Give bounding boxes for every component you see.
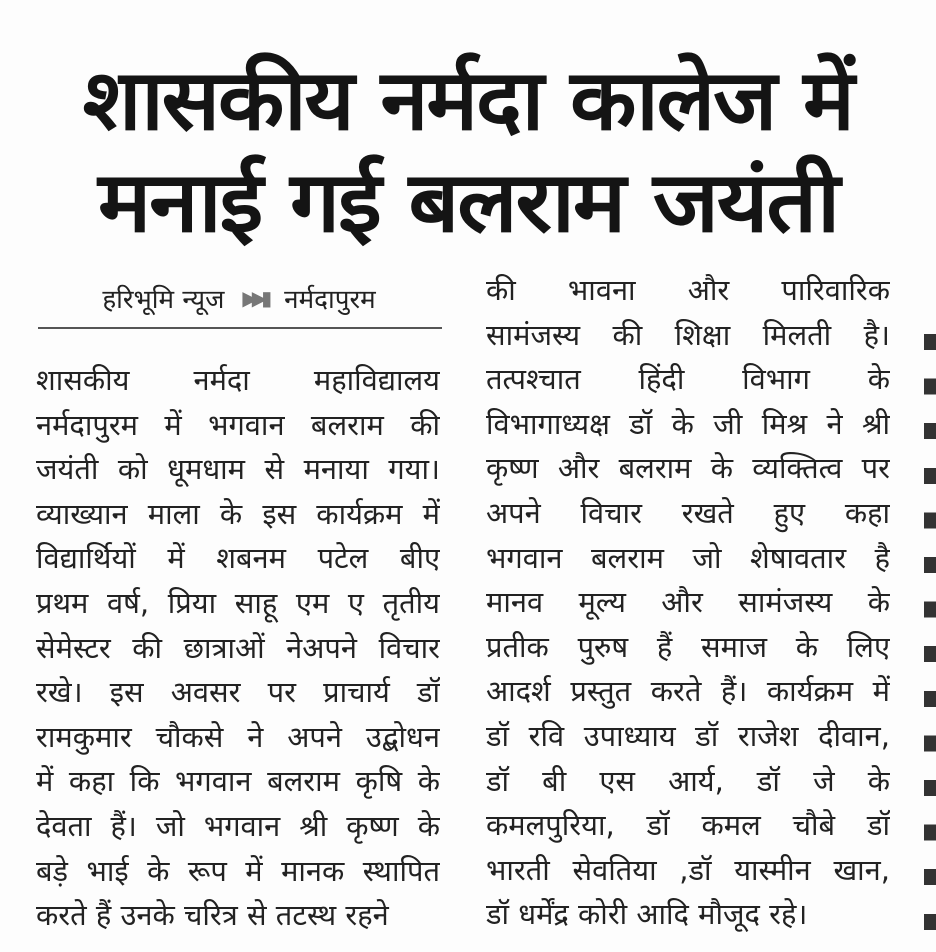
article-text-line: विभागाध्यक्ष डॉ के जी मिश्र ने श्री bbox=[486, 406, 890, 441]
article-text-line: भारती सेवतिया ,डॉ यास्मीन खान, bbox=[486, 852, 890, 887]
article-text-line: में कहा कि भगवान बलराम कृषि के bbox=[36, 764, 440, 799]
article-text-line: सामंजस्य की शिक्षा मिलती है। bbox=[486, 317, 890, 352]
article-text-line: कमलपुरिया, डॉ कमल चौबे डॉ bbox=[486, 808, 890, 843]
article-text-line: भगवान बलराम जो शेषावतार है bbox=[486, 540, 890, 575]
article-text-line: नर्मदापुरम में भगवान बलराम की bbox=[36, 407, 440, 442]
article-text-line: विद्यार्थियों में शबनम पटेल बीए bbox=[36, 541, 440, 576]
headline-line-2: मनाई गई बलराम जयंती bbox=[97, 153, 838, 251]
article-text-line: डॉ बी एस आर्य, डॉ जे के bbox=[486, 763, 890, 798]
article-text-line: जयंती को धूमधाम से मनाया गया। bbox=[36, 452, 440, 487]
byline bbox=[38, 280, 440, 316]
article-text-line: आदर्श प्रस्तुत करते हैं। कार्यक्रम में bbox=[486, 674, 890, 709]
byline-location: नर्मदापुरम bbox=[284, 285, 376, 315]
article-text-line: देवता हैं। जो भगवान श्री कृष्ण के bbox=[36, 808, 440, 843]
article-text-line: डॉ धर्मेंद्र कोरी आदि मौजूद रहे। bbox=[486, 897, 808, 932]
article-column-left bbox=[36, 358, 440, 938]
article-text-line: रखे। इस अवसर पर प्राचार्य डॉ bbox=[36, 675, 440, 710]
article-text-line: तत्पश्चात हिंदी विभाग के bbox=[486, 362, 890, 397]
article-text-line: करते हैं उनके चरित्र से तटस्थ रहने bbox=[36, 898, 389, 933]
byline-divider bbox=[38, 327, 442, 329]
article-text-line: रामकुमार चौकसे ने अपने उद्बोधन bbox=[36, 719, 440, 754]
article-text-line: मानव मूल्य और सामंजस्य के bbox=[486, 585, 890, 620]
article-text-line: प्रथम वर्ष, प्रिया साहू एम ए तृतीय bbox=[36, 585, 440, 620]
article-text-line: डॉ रवि उपाध्याय डॉ राजेश दीवान, bbox=[486, 718, 890, 753]
article-text-line: प्रतीक पुरुष हैं समाज के लिए bbox=[486, 629, 890, 664]
byline-source: हरिभूमि न्यूज bbox=[102, 285, 225, 315]
article-text-line: कृष्ण और बलराम के व्यक्तित्व पर bbox=[486, 451, 890, 486]
article-text-line: व्याख्यान माला के इस कार्यक्रम में bbox=[36, 496, 440, 531]
article-column-right bbox=[486, 268, 890, 937]
article-text-line: बड़े भाई के रूप में मानक स्थापित bbox=[36, 853, 440, 888]
adjacent-article-edge bbox=[924, 320, 936, 940]
fast-forward-icon: ▶▶▮ bbox=[242, 286, 267, 310]
headline-line-1: शासकीय नर्मदा कालेज में bbox=[83, 51, 853, 149]
article-text-line: शासकीय नर्मदा महाविद्यालय bbox=[36, 363, 440, 397]
article-text-line: अपने विचार रखते हुए कहा bbox=[486, 495, 890, 530]
article-text-line: की भावना और पारिवारिक bbox=[486, 273, 890, 307]
article-text-line: सेमेस्टर की छात्राओं नेअपने विचार bbox=[36, 630, 440, 665]
